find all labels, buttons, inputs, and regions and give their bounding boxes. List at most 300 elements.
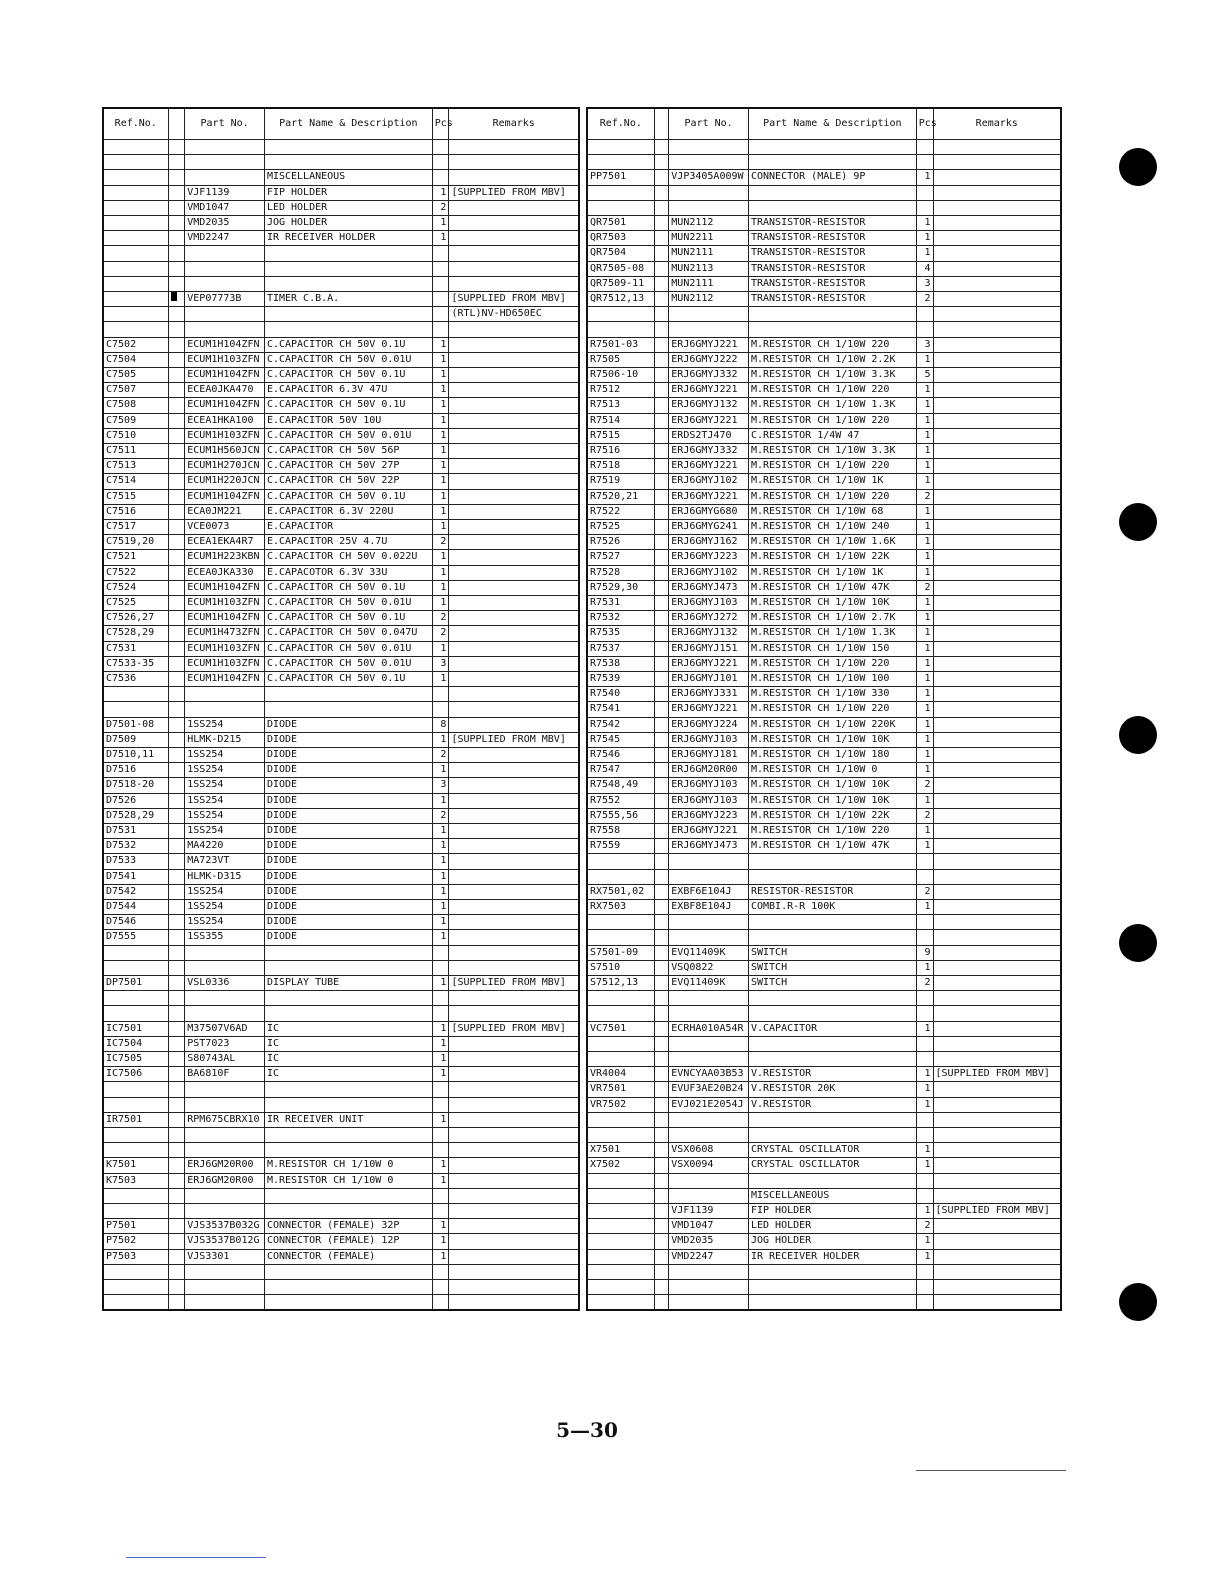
remarks-cell [933,976,1061,991]
remarks-cell [933,1021,1061,1036]
table-row [103,352,579,367]
ref-no-cell [103,322,168,337]
ref-no-cell: C7508 [103,398,168,413]
pcs-cell: 1 [916,1158,933,1173]
ref-no-cell: C7516 [103,504,168,519]
part-no-cell: ECEA1HKA100 [185,413,265,428]
ref-no-cell [587,307,654,322]
ref-no-cell [587,200,654,215]
mark-cell [654,732,669,747]
pcs-cell: 1 [916,1067,933,1082]
part-no-cell: ECUM1H560JCN [185,443,265,458]
mark-cell [654,261,669,276]
mark-cell [168,778,185,793]
table-row [587,428,1061,443]
pcs-cell: 1 [916,900,933,915]
mark-cell [654,1051,669,1066]
pcs-cell: 1 [916,596,933,611]
part-no-cell [185,1295,265,1311]
part-no-cell: ERJ6GMYJ221 [669,824,749,839]
pcs-cell: 1 [432,1158,449,1173]
pcs-cell: 1 [432,1021,449,1036]
description-cell: M.RESISTOR CH 1/10W 3.3K [748,367,916,382]
remarks-cell [933,1295,1061,1311]
description-cell [748,1295,916,1311]
binder-hole-marker [1119,503,1157,541]
remarks-cell [449,672,579,687]
description-cell: M.RESISTOR CH 1/10W 330 [748,687,916,702]
description-cell: CONNECTOR (FEMALE) 12P [264,1234,432,1249]
part-no-cell [185,1279,265,1294]
part-no-cell: ERJ6GMYJ473 [669,839,749,854]
pcs-cell [432,170,449,185]
table-row [587,854,1061,869]
mark-cell [168,945,185,960]
description-cell: TRANSISTOR-RESISTOR [748,231,916,246]
ref-no-cell: D7526 [103,793,168,808]
remarks-cell [933,140,1061,155]
pcs-cell: 1 [432,1112,449,1127]
remarks-cell [933,1143,1061,1158]
description-cell: IC [264,1067,432,1082]
table-row [587,717,1061,732]
mark-cell [168,976,185,991]
mark-cell [654,1143,669,1158]
description-cell: M.RESISTOR CH 1/10W 220 [748,337,916,352]
part-no-cell: MUN2113 [669,261,749,276]
table-row [587,170,1061,185]
description-cell [748,869,916,884]
table-row [587,580,1061,595]
remarks-cell [449,550,579,565]
pcs-cell [916,1279,933,1294]
table-row [103,884,579,899]
ref-no-cell [103,1203,168,1218]
mark-cell [654,1249,669,1264]
pcs-cell: 1 [432,976,449,991]
ref-no-cell: D7533 [103,854,168,869]
part-no-cell: ERJ6GMYJ221 [669,383,749,398]
ref-no-cell: D7518-20 [103,778,168,793]
part-no-cell: VJP3405A009W [669,170,749,185]
remarks-cell [449,443,579,458]
table-row [587,246,1061,261]
mark-cell [168,1264,185,1279]
mark-cell [168,1127,185,1142]
pcs-cell [916,1188,933,1203]
pcs-cell: 1 [916,839,933,854]
ref-no-cell: S7512,13 [587,976,654,991]
ref-no-cell [587,185,654,200]
part-no-cell: ERJ6GMYJ132 [669,398,749,413]
table-row [103,459,579,474]
remarks-cell [449,1006,579,1021]
pcs-cell: 1 [432,489,449,504]
ref-no-cell [103,231,168,246]
mark-cell [168,367,185,382]
remarks-cell [933,291,1061,306]
description-cell [264,276,432,291]
description-cell: M.RESISTOR CH 1/10W 2.2K [748,352,916,367]
mark-cell [168,672,185,687]
part-no-cell: ECEA0JKA470 [185,383,265,398]
pcs-cell: 1 [916,656,933,671]
part-no-cell [669,869,749,884]
mark-cell [654,854,669,869]
table-row [587,215,1061,230]
header-pcs: Pcs [916,108,933,140]
table-row [103,185,579,200]
mark-cell [168,1112,185,1127]
mark-cell [654,960,669,975]
mark-cell [168,626,185,641]
ref-no-cell: R7541 [587,702,654,717]
pcs-cell [916,991,933,1006]
ref-no-cell: C7528,29 [103,626,168,641]
part-no-cell: 1SS254 [185,763,265,778]
pcs-cell [432,1006,449,1021]
part-no-cell: ECUM1H104ZFN [185,672,265,687]
mark-cell [654,611,669,626]
header-mark [168,108,185,140]
ref-no-cell [103,1082,168,1097]
ref-no-cell: R7527 [587,550,654,565]
ref-no-cell [587,1219,654,1234]
mark-cell [168,1203,185,1218]
remarks-cell [449,276,579,291]
table-row [103,231,579,246]
pcs-cell: 1 [916,565,933,580]
pcs-cell [432,322,449,337]
pcs-cell [432,991,449,1006]
description-cell: M.RESISTOR CH 1/10W 150 [748,641,916,656]
table-row [587,504,1061,519]
mark-cell [168,443,185,458]
remarks-cell [933,428,1061,443]
table-row [103,702,579,717]
ref-no-cell: D7528,29 [103,808,168,823]
remarks-cell [449,611,579,626]
table-row [587,413,1061,428]
description-cell [748,155,916,170]
table-row [103,1127,579,1142]
table-row [587,185,1061,200]
part-no-cell [185,702,265,717]
ref-no-cell: C7521 [103,550,168,565]
mark-cell [654,596,669,611]
ref-no-cell [587,1279,654,1294]
mark-cell [168,352,185,367]
remarks-cell: [SUPPLIED FROM MBV] [449,185,579,200]
ref-no-cell [587,1264,654,1279]
ref-no-cell: R7506-10 [587,367,654,382]
header-remarks: Remarks [933,108,1061,140]
part-no-cell: ERJ6GMYJ103 [669,793,749,808]
part-no-cell [185,991,265,1006]
description-cell: MISCELLANEOUS [748,1188,916,1203]
ref-no-cell [587,869,654,884]
table-header-row [587,108,1061,140]
ref-no-cell: R7537 [587,641,654,656]
remarks-cell [933,808,1061,823]
description-cell [264,1188,432,1203]
table-row [587,1234,1061,1249]
mark-cell [654,215,669,230]
remarks-cell [449,656,579,671]
table-row [587,1082,1061,1097]
description-cell: TRANSISTOR-RESISTOR [748,276,916,291]
ref-no-cell: X7501 [587,1143,654,1158]
remarks-cell [933,1173,1061,1188]
remarks-cell [933,611,1061,626]
mark-cell [654,869,669,884]
description-cell: V.RESISTOR [748,1067,916,1082]
ref-no-cell: QR7505-08 [587,261,654,276]
remarks-cell [449,231,579,246]
description-cell: TRANSISTOR-RESISTOR [748,246,916,261]
pcs-cell: 1 [916,717,933,732]
part-no-cell: ERJ6GMYJ162 [669,535,749,550]
mark-cell [654,1097,669,1112]
description-cell [748,1279,916,1294]
part-no-cell: PST7023 [185,1036,265,1051]
part-no-cell: ERJ6GMYJ103 [669,732,749,747]
remarks-cell: [SUPPLIED FROM MBV] [933,1067,1061,1082]
description-cell: C.CAPACITOR CH 50V 0.1U [264,580,432,595]
part-no-cell [185,246,265,261]
part-no-cell: ERJ6GMYJ331 [669,687,749,702]
description-cell: M.RESISTOR CH 1/10W 1K [748,565,916,580]
remarks-cell [933,687,1061,702]
table-row [103,824,579,839]
ref-no-cell [587,1127,654,1142]
mark-cell [168,596,185,611]
part-no-cell: ECUM1H103ZFN [185,641,265,656]
pcs-cell: 1 [432,428,449,443]
mark-cell [654,307,669,322]
mark-cell [654,1264,669,1279]
part-no-cell: VJF1139 [185,185,265,200]
part-no-cell: ERJ6GM20R00 [669,763,749,778]
table-row [103,717,579,732]
binder-hole-marker [1119,148,1157,186]
mark-cell [654,337,669,352]
description-cell: M.RESISTOR CH 1/10W 220 [748,459,916,474]
mark-cell [168,1097,185,1112]
table-row [103,900,579,915]
pcs-cell: 1 [916,702,933,717]
table-row [587,1112,1061,1127]
ref-no-cell [587,1234,654,1249]
mark-cell [654,1006,669,1021]
pcs-cell: 1 [916,231,933,246]
part-no-cell [185,307,265,322]
remarks-cell [449,474,579,489]
pcs-cell: 1 [432,839,449,854]
pcs-cell: 1 [916,383,933,398]
pcs-cell: 5 [916,367,933,382]
ref-no-cell: R7532 [587,611,654,626]
description-cell: LED HOLDER [748,1219,916,1234]
mark-cell [654,1279,669,1294]
part-no-cell: ECUM1H104ZFN [185,580,265,595]
remarks-cell [449,352,579,367]
mark-cell [654,246,669,261]
table-row [587,1036,1061,1051]
ref-no-cell: R7501-03 [587,337,654,352]
remarks-cell [933,854,1061,869]
description-cell [264,140,432,155]
description-cell: SWITCH [748,976,916,991]
description-cell: C.CAPACITOR CH 50V 0.01U [264,656,432,671]
description-cell: DIODE [264,839,432,854]
part-no-cell: S80743AL [185,1052,265,1067]
ref-no-cell [103,261,168,276]
binder-hole-marker [1119,924,1157,962]
description-cell: C.CAPACITOR CH 50V 0.1U [264,672,432,687]
part-no-cell: EXBF6E104J [669,884,749,899]
remarks-cell [933,155,1061,170]
description-cell [748,1173,916,1188]
description-cell: MISCELLANEOUS [264,170,432,185]
ref-no-cell [587,155,654,170]
mark-cell [654,398,669,413]
pcs-cell: 2 [916,884,933,899]
description-cell: M.RESISTOR CH 1/10W 2.7K [748,611,916,626]
pcs-cell: 1 [916,550,933,565]
description-cell: M.RESISTOR CH 1/10W 47K [748,580,916,595]
ref-no-cell: K7503 [103,1173,168,1188]
pcs-cell [432,1203,449,1218]
table-row [103,732,579,747]
table-row [103,398,579,413]
remarks-cell [449,1127,579,1142]
pcs-cell: 1 [916,413,933,428]
ref-no-cell [103,291,168,306]
remarks-cell [449,1188,579,1203]
mark-cell [168,991,185,1006]
remarks-cell [449,824,579,839]
mark-cell [168,1249,185,1264]
pcs-cell: 3 [432,656,449,671]
mark-cell [168,687,185,702]
part-no-cell [185,1006,265,1021]
remarks-cell [933,504,1061,519]
description-cell: C.CAPACITOR CH 50V 0.1U [264,337,432,352]
description-cell: E.CAPACITOR 6.3V 220U [264,504,432,519]
pcs-cell: 2 [432,611,449,626]
pcs-cell: 1 [432,474,449,489]
mark-cell [168,824,185,839]
pcs-cell [916,1173,933,1188]
part-no-cell [669,1051,749,1066]
remarks-cell: [SUPPLIED FROM MBV] [933,1203,1061,1218]
part-no-cell: ECEA1EKA4R7 [185,535,265,550]
remarks-cell [933,945,1061,960]
mark-cell [654,763,669,778]
part-no-cell: ECEA0JKA330 [185,565,265,580]
ref-no-cell [103,1279,168,1294]
remarks-cell [933,535,1061,550]
description-cell: M.RESISTOR CH 1/10W 47K [748,839,916,854]
remarks-cell [933,413,1061,428]
remarks-cell [449,1295,579,1311]
mark-cell [654,276,669,291]
mark-cell [168,170,185,185]
ref-no-cell: D7531 [103,824,168,839]
ref-no-cell: D7541 [103,869,168,884]
description-cell: C.CAPACITOR CH 50V 0.1U [264,367,432,382]
parts-table-right [586,107,1062,1311]
pcs-cell: 1 [916,1082,933,1097]
pcs-cell [916,140,933,155]
part-no-cell: VJS3537B032G [185,1219,265,1234]
description-cell: IR RECEIVER HOLDER [748,1249,916,1264]
mark-cell [654,1173,669,1188]
pcs-cell [916,1295,933,1311]
ref-no-cell [587,1036,654,1051]
mark-cell [654,1203,669,1218]
description-cell [748,185,916,200]
remarks-cell [933,839,1061,854]
table-row [103,489,579,504]
pcs-cell [916,1112,933,1127]
description-cell: C.CAPACITOR CH 50V 56P [264,443,432,458]
part-no-cell: ERJ6GMYJ222 [669,352,749,367]
ref-no-cell: R7520,21 [587,489,654,504]
ref-no-cell [587,1188,654,1203]
ref-no-cell [103,1143,168,1158]
part-no-cell: VMD2247 [669,1249,749,1264]
description-cell [264,1295,432,1311]
remarks-cell [449,413,579,428]
part-no-cell: VMD1047 [669,1219,749,1234]
description-cell: SWITCH [748,945,916,960]
part-no-cell: ERJ6GMYJ101 [669,672,749,687]
part-no-cell [185,1188,265,1203]
pcs-cell: 1 [916,1097,933,1112]
mark-cell [654,976,669,991]
pcs-cell: 1 [916,748,933,763]
description-cell: TRANSISTOR-RESISTOR [748,291,916,306]
part-no-cell: 1SS355 [185,930,265,945]
pcs-cell: 1 [432,596,449,611]
description-cell: DIODE [264,824,432,839]
remarks-cell [449,519,579,534]
table-row [103,778,579,793]
part-no-cell: 1SS254 [185,778,265,793]
ref-no-cell: R7555,56 [587,808,654,823]
part-no-cell: ERJ6GMYG680 [669,504,749,519]
header-ref-no: Ref.No. [587,108,654,140]
description-cell [264,1006,432,1021]
part-no-cell: ERJ6GMYJ151 [669,641,749,656]
remarks-cell [449,1158,579,1173]
ref-no-cell: C7505 [103,367,168,382]
table-row [103,869,579,884]
pcs-cell: 1 [432,185,449,200]
table-row [587,474,1061,489]
table-row [587,1295,1061,1311]
pcs-cell: 1 [916,687,933,702]
part-no-cell: ERJ6GMYJ221 [669,489,749,504]
pcs-cell [916,1127,933,1142]
table-row [103,1143,579,1158]
description-cell: DIODE [264,930,432,945]
description-cell [264,155,432,170]
ref-no-cell: R7548,49 [587,778,654,793]
pcs-cell [432,276,449,291]
